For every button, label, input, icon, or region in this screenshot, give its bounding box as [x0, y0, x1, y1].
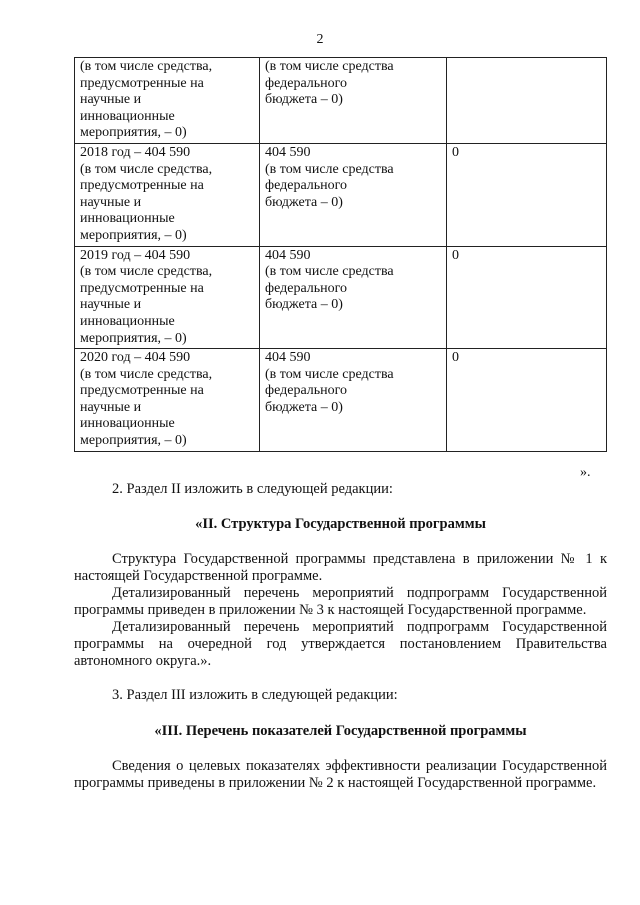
cell-line: (в том числе средства,: [80, 264, 213, 280]
cell-line: федерального: [265, 280, 348, 296]
table-cell: [260, 246, 447, 349]
cell-line: (в том числе средства,: [80, 161, 213, 177]
cell-line: мероприятия, – 0): [80, 330, 187, 346]
cell-line: 2019 год – 404 590: [80, 247, 191, 263]
table-cell: [75, 58, 260, 144]
cell-line: бюджета – 0): [265, 297, 343, 313]
cell-line: бюджета – 0): [265, 92, 343, 108]
table-cell: [75, 349, 260, 452]
cell-line: (в том числе средства: [265, 264, 394, 280]
cell-line: научные и: [80, 399, 142, 415]
cell-line: мероприятия, – 0): [80, 227, 187, 243]
section-3-heading: «III. Перечень показателей Государственной программы: [154, 723, 527, 739]
cell-line: предусмотренные на: [80, 280, 204, 296]
closing-quote: ».: [580, 465, 591, 480]
cell-line: инновационные: [80, 211, 175, 227]
table-cell: [447, 58, 607, 144]
cell-line: предусмотренные на: [80, 75, 204, 91]
table-row: [75, 349, 607, 452]
item-3-block: [74, 687, 607, 704]
cell-line: (в том числе средства,: [80, 366, 213, 382]
section-2-paragraph-3: Детализированный перечень мероприятий подпрограмм Государственной программы на очередной год утверждается постановлением Правительства автономного округа.».: [74, 619, 607, 669]
section-2-heading: «II. Структура Государственной программы: [195, 516, 486, 532]
table-cell: [447, 349, 607, 452]
table-cell: [260, 58, 447, 144]
cell-line: 0: [452, 247, 459, 263]
item-3-paragraph: 3. Раздел III изложить в следующей редакции:: [112, 687, 398, 703]
cell-line: научные и: [80, 92, 142, 108]
page-number: 2: [316, 32, 324, 47]
cell-line: инновационные: [80, 108, 175, 124]
cell-line: 2020 год – 404 590: [80, 350, 191, 366]
cell-line: 404 590: [265, 144, 311, 160]
cell-line: (в том числе средства: [265, 59, 394, 74]
budget-table: [74, 57, 607, 452]
cell-line: федерального: [265, 75, 348, 91]
cell-line: бюджета – 0): [265, 194, 343, 210]
section-2-paragraph-2: Детализированный перечень мероприятий подпрограмм Государственной программы приведен в приложении № 3 к настоящей Государственной программе.: [74, 585, 607, 618]
table-row: [75, 246, 607, 349]
cell-line: (в том числе средства: [265, 161, 394, 177]
section-3-paragraph-1: Сведения о целевых показателях эффективности реализации Государственной программы приведены в приложении № 2 к настоящей Государственной программе.: [74, 758, 607, 791]
cell-line: (в том числе средства: [265, 366, 394, 382]
budget-table-body: [75, 58, 607, 452]
cell-line: мероприятия, – 0): [80, 433, 187, 449]
table-cell: [447, 143, 607, 246]
section-2-paragraph-1: Структура Государственной программы представлена в приложении № 1 к настоящей Государственной программе.: [74, 551, 607, 584]
table-row: [75, 143, 607, 246]
cell-line: предусмотренные на: [80, 383, 204, 399]
item-2-block: [74, 481, 607, 498]
cell-line: [452, 59, 603, 76]
table-row: [75, 58, 607, 144]
cell-line: научные и: [80, 194, 142, 210]
cell-line: федерального: [265, 178, 348, 194]
cell-line: мероприятия, – 0): [80, 125, 187, 141]
cell-line: бюджета – 0): [265, 399, 343, 415]
table-cell: [447, 246, 607, 349]
section-3-body: [74, 758, 607, 792]
cell-line: инновационные: [80, 313, 175, 329]
cell-line: (в том числе средства,: [80, 59, 213, 74]
cell-line: 2018 год – 404 590: [80, 144, 191, 160]
cell-line: 0: [452, 350, 459, 366]
table-cell: [260, 349, 447, 452]
cell-line: предусмотренные на: [80, 178, 204, 194]
table-cell: [260, 143, 447, 246]
table-cell: [75, 246, 260, 349]
cell-line: 404 590: [265, 350, 311, 366]
cell-line: научные и: [80, 297, 142, 313]
cell-line: 404 590: [265, 247, 311, 263]
table-cell: [75, 143, 260, 246]
cell-line: федерального: [265, 383, 348, 399]
cell-line: инновационные: [80, 416, 175, 432]
section-2-body: [74, 551, 607, 670]
cell-line: 0: [452, 144, 459, 160]
item-2-paragraph: 2. Раздел II изложить в следующей редакции:: [112, 481, 393, 497]
